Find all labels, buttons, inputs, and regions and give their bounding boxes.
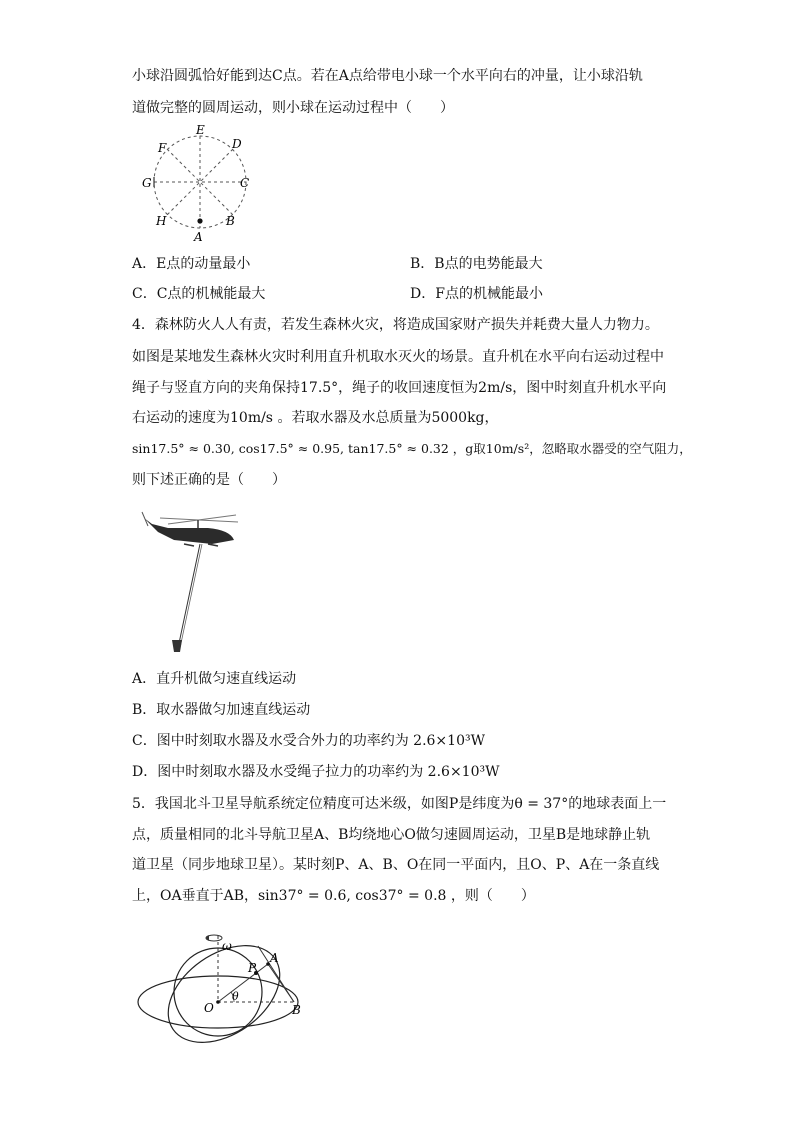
q4-text-line-5: sin17.5° ≈ 0.30, cos17.5° ≈ 0.95, tan17.5° ≈ 0.32 ，g取10m/s²，忽略取水器受的空气阻力， bbox=[132, 441, 692, 456]
q4-text-line-1: 4．森林防火人人有责，若发生森林火灾，将造成国家财产损失并耗费大量人力物力。 bbox=[132, 317, 659, 333]
helicopter-figure bbox=[138, 504, 248, 654]
q3-label-B: B bbox=[226, 214, 235, 228]
q3-label-D: D bbox=[232, 137, 242, 151]
q3-text-line-1: 小球沿圆弧恰好能到达C点。若在A点给带电小球一个水平向右的冲量，让小球沿轨 bbox=[132, 68, 643, 84]
q5-label-B: B bbox=[292, 1003, 301, 1017]
q4-text-line-2: 如图是某地发生森林火灾时利用直升机取水灭火的场景。直升机在水平向右运动过程中 bbox=[132, 349, 664, 365]
q5-text-line-2: 点，质量相同的北斗导航卫星A、B均绕地心O做匀速圆周运动，卫星B是地球静止轨 bbox=[132, 827, 651, 843]
q3-label-H: H bbox=[156, 214, 167, 228]
q3-label-E: E bbox=[196, 123, 205, 137]
q3-option-b: B．B点的电势能最大 bbox=[410, 256, 543, 272]
q4-option-d: D．图中时刻取水器及水受绳子拉力的功率约为 2.6×10³W bbox=[132, 764, 500, 780]
q4-text-line-6: 则下述正确的是（ ） bbox=[132, 472, 286, 488]
q3-label-F: F bbox=[158, 141, 167, 155]
q3-label-G: G bbox=[142, 176, 152, 190]
q5-label-A: A bbox=[270, 951, 279, 965]
q5-text-line-1: 5．我国北斗卫星导航系统定位精度可达米级，如图P是纬度为θ = 37°的地球表面上一 bbox=[132, 796, 667, 812]
q3-label-C: C bbox=[240, 176, 250, 190]
q5-label-P: P bbox=[248, 961, 257, 975]
earth-orbit-figure bbox=[134, 924, 324, 1044]
q3-text-line-2: 道做完整的圆周运动，则小球在运动过程中（ ） bbox=[132, 100, 454, 116]
q5-label-O: O bbox=[204, 1001, 214, 1015]
q3-option-a: A．E点的动量最小 bbox=[132, 256, 251, 272]
q3-option-c: C．C点的机械能最大 bbox=[132, 286, 266, 302]
q3-label-A: A bbox=[194, 230, 203, 244]
q5-text-line-3: 道卫星（同步地球卫星）。某时刻P、A、B、O在同一平面内，且O、P、A在一条直线 bbox=[132, 857, 660, 873]
q5-label-theta: θ bbox=[232, 990, 239, 1003]
q4-option-b: B．取水器做匀加速直线运动 bbox=[132, 702, 311, 718]
q5-text-line-4: 上，OA垂直于AB，sin37° = 0.6, cos37° = 0.8 ，则（ ） bbox=[132, 888, 535, 904]
q4-option-c: C．图中时刻取水器及水受合外力的功率约为 2.6×10³W bbox=[132, 733, 485, 749]
q4-text-line-4: 右运动的速度为10m/s 。若取水器及水总质量为5000kg， bbox=[132, 410, 499, 426]
q4-text-line-3: 绳子与竖直方向的夹角保持17.5°，绳子的收回速度恒为2m/s，图中时刻直升机水平向 bbox=[132, 380, 667, 396]
q4-option-a: A．直升机做匀速直线运动 bbox=[132, 671, 297, 687]
q5-label-omega: ω bbox=[222, 939, 232, 953]
q3-circle-figure bbox=[136, 122, 266, 244]
q3-option-d: D．F点的机械能最小 bbox=[410, 286, 543, 302]
